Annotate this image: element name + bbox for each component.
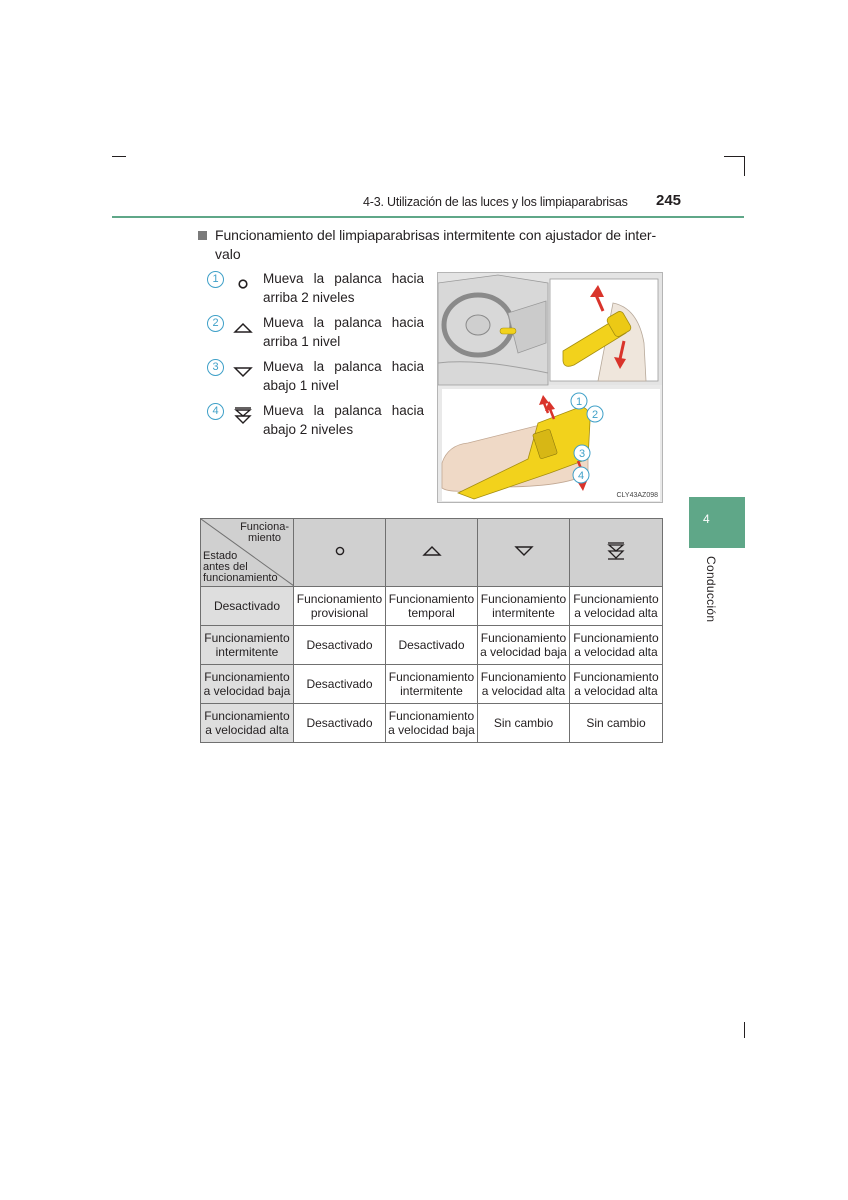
table-cell: [570, 665, 663, 704]
table-cell: [386, 704, 478, 743]
table-cell: [294, 665, 386, 704]
cell-line: Desactivado: [398, 638, 465, 652]
column-header: [386, 519, 478, 587]
crop-mark-bottom-right: [744, 1022, 745, 1038]
page-number: 245: [656, 192, 682, 209]
table-corner-cell: [201, 519, 294, 587]
cell-line: a velocidad alta: [481, 684, 566, 698]
table-row: [201, 665, 663, 704]
cell-line: Desactivado: [306, 677, 373, 691]
callout-1: 1: [575, 396, 583, 408]
table-header-row: [201, 519, 663, 587]
callout-4: 4: [577, 470, 585, 482]
cell-line: provisional: [310, 606, 369, 620]
cell-line: Funcionamiento: [204, 670, 290, 684]
column-header: [294, 519, 386, 587]
triangle-up-icon: [421, 541, 443, 561]
table-cell: [478, 587, 570, 626]
heading-line-2: valo: [215, 246, 241, 262]
cell-line: Funcionamiento: [480, 631, 567, 645]
triangle-up-icon: [233, 317, 253, 337]
cell-line: Desactivado: [306, 716, 373, 730]
cell-line: a velocidad baja: [388, 723, 475, 737]
header-section-title: 4-3. Utilización de las luces y los limpiaparabrisas: [363, 195, 628, 209]
double-triangle-down-icon: [605, 540, 627, 562]
row-state: [201, 665, 294, 704]
cell-line: a velocidad baja: [480, 645, 567, 659]
corner-top-line-2: miento: [248, 532, 282, 544]
cell-line: a velocidad alta: [574, 684, 658, 698]
crop-mark-top-right-v: [744, 156, 745, 176]
cell-line: Funcionamiento: [573, 631, 659, 645]
chapter-label: Conducción: [704, 556, 718, 623]
illustration-drawing: [438, 273, 663, 503]
table-cell: [478, 665, 570, 704]
crop-mark-top-left: [112, 156, 126, 157]
double-triangle-down-icon: [233, 405, 253, 425]
crop-mark-top-right-h: [724, 156, 744, 157]
heading-line-1: Funcionamiento del limpiaparabrisas intermitente con ajustador de inter-: [215, 227, 657, 243]
table-cell: [386, 587, 478, 626]
corner-label-state: [203, 551, 278, 584]
cell-line: Sin cambio: [493, 716, 554, 730]
callout-2: 2: [591, 409, 599, 421]
step-text-line-1: Mueva la palanca hacia: [263, 315, 424, 330]
chapter-tab: [689, 497, 745, 548]
corner-bottom-line-1: Estado: [203, 550, 238, 562]
cell-line: a velocidad alta: [574, 645, 658, 659]
step-number: 1: [207, 271, 224, 288]
cell-line: Desactivado: [306, 638, 373, 652]
cell-line: intermitente: [215, 645, 279, 659]
cell-line: a velocidad alta: [205, 723, 289, 737]
table-cell: [294, 704, 386, 743]
triangle-down-icon: [233, 361, 253, 381]
column-header: [478, 519, 570, 587]
table-cell: [478, 626, 570, 665]
corner-bottom-line-3: funcionamiento: [203, 572, 278, 584]
wiper-lever-illustration: [437, 272, 663, 503]
cell-line: Desactivado: [213, 599, 281, 613]
step-item: [207, 359, 427, 399]
step-number: 2: [207, 315, 224, 332]
column-header: [570, 519, 663, 587]
row-state: [201, 626, 294, 665]
heading-bullet-icon: [198, 231, 207, 240]
row-state: [201, 704, 294, 743]
cell-line: Funcionamiento: [204, 709, 290, 723]
corner-label-operation: [240, 522, 289, 544]
cell-line: Funcionamiento: [388, 670, 475, 684]
wiper-operation-table: [200, 518, 663, 743]
table-row: [201, 626, 663, 665]
cell-line: Funcionamiento: [388, 709, 475, 723]
cell-line: Funcionamiento: [204, 631, 290, 645]
cell-line: Funcionamiento: [296, 592, 383, 606]
step-text-line-2: abajo 1 nivel: [263, 378, 339, 393]
row-state: [201, 587, 294, 626]
step-text-line-2: arriba 2 niveles: [263, 290, 355, 305]
triangle-down-icon: [513, 541, 535, 561]
step-item: [207, 315, 427, 355]
chapter-number: 4: [703, 512, 710, 526]
step-item: [207, 403, 427, 443]
cell-line: temporal: [408, 606, 455, 620]
step-text-line-1: Mueva la palanca hacia: [263, 359, 424, 374]
header-rule: [112, 216, 744, 218]
corner-bottom-line-2: antes del: [203, 561, 248, 573]
step-text-line-2: arriba 1 nivel: [263, 334, 341, 349]
cell-line: Funcionamiento: [573, 592, 659, 606]
table-cell: [570, 587, 663, 626]
cell-line: Sin cambio: [586, 716, 646, 730]
cell-line: Funcionamiento: [480, 592, 567, 606]
step-item: [207, 271, 427, 311]
cell-line: a velocidad alta: [574, 606, 658, 620]
step-text-line-2: abajo 2 niveles: [263, 422, 354, 437]
callout-3: 3: [578, 448, 586, 460]
table-cell: [386, 626, 478, 665]
circle-icon: [330, 541, 350, 561]
step-number: 4: [207, 403, 224, 420]
table-cell: [570, 704, 663, 743]
cell-line: intermitente: [492, 606, 555, 620]
step-number: 3: [207, 359, 224, 376]
step-text-line-1: Mueva la palanca hacia: [263, 271, 424, 286]
table-row: [201, 587, 663, 626]
cell-line: intermitente: [400, 684, 463, 698]
table-cell: [386, 665, 478, 704]
figure-code: CLY43AZ098: [616, 492, 658, 499]
cell-line: Funcionamiento: [573, 670, 659, 684]
corner-top-line-1: Funciona-: [240, 521, 289, 533]
table-cell: [294, 626, 386, 665]
table-cell: [570, 626, 663, 665]
table-cell: [478, 704, 570, 743]
step-text-line-1: Mueva la palanca hacia: [263, 403, 424, 418]
table-row: [201, 704, 663, 743]
circle-icon: [233, 273, 253, 293]
table-cell: [294, 587, 386, 626]
cell-line: Funcionamiento: [480, 670, 567, 684]
cell-line: a velocidad baja: [203, 684, 291, 698]
cell-line: Funcionamiento: [388, 592, 475, 606]
